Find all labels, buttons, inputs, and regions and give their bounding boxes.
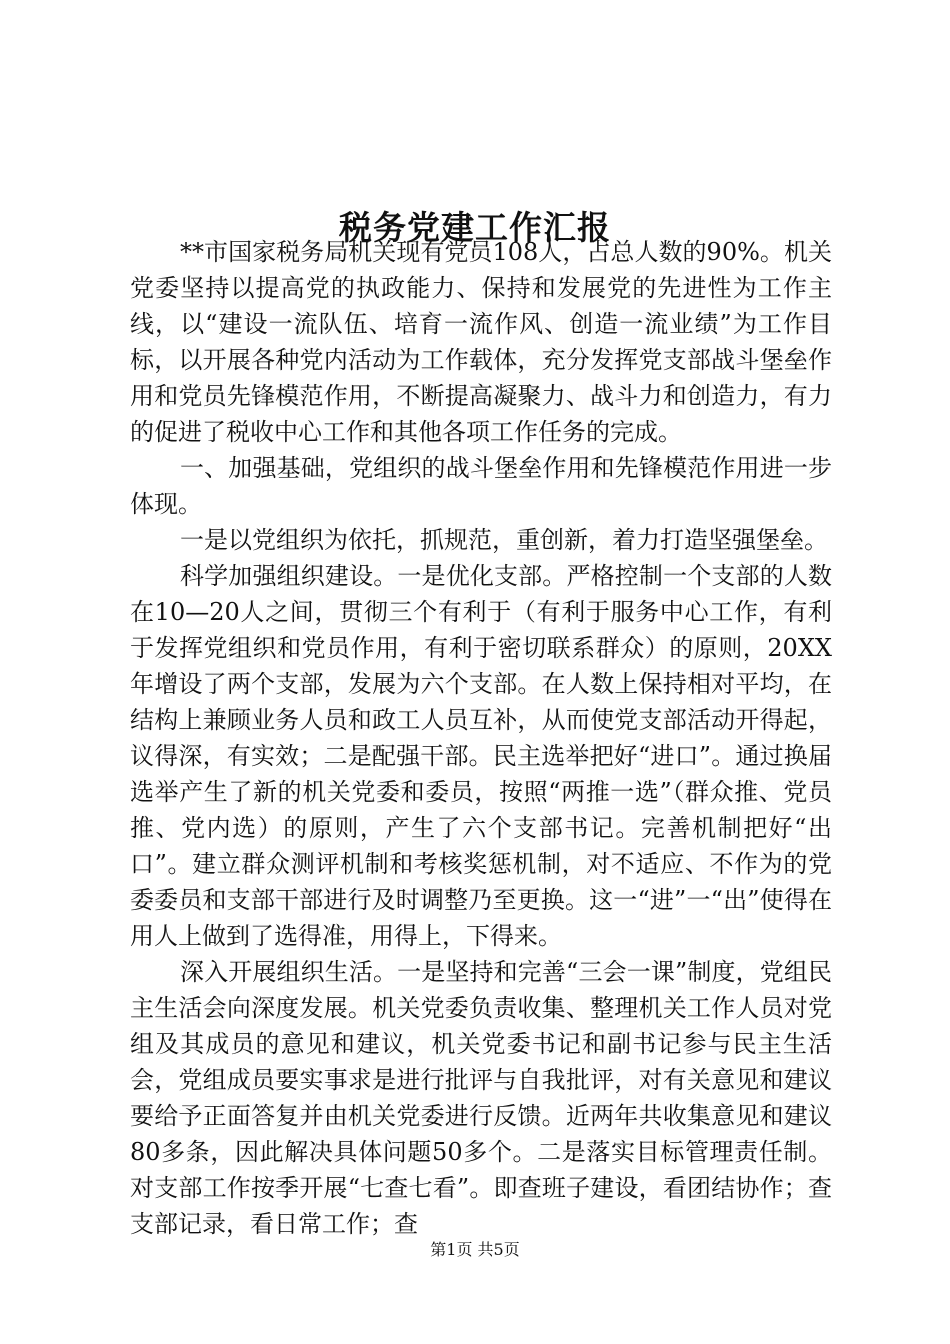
paragraph-subheading: 一是以党组织为依托，抓规范，重创新，着力打造坚强堡垒。 [180, 526, 828, 554]
paragraph-section-heading: 一、加强基础，党组织的战斗堡垒作用和先锋模范作用进一步体现。 [130, 454, 832, 518]
paragraph-intro: **市国家税务局机关现有党员108人，占总人数的90%。机关党委坚持以提高党的执政能力、保持和发展党的先进性为工作主线，以“建设一流队伍、培育一流作风、创造一流业绩”为工作目标，以开展各种党内活动为工作载体，充分发挥党支部战斗堡垒作用和党员先锋模范作用，不断提高凝聚力、战斗力和创造力，有力的促进了税收中心工作和其他各项工作任务的完成。 [130, 238, 832, 446]
paragraph-organization-life: 深入开展组织生活。一是坚持和完善“三会一课”制度，党组民主生活会向深度发展。机关党委负责收集、整理机关工作人员对党组及其成员的意见和建议，机关党委书记和副书记参与民主生活会，党组成员要实事求是进行批评与自我批评，对有关意见和建议要给予正面答复并由机关党委进行反馈。近两年共收集意见和建议80多条，因此解决具体问题50多个。二是落实目标管理责任制。对支部工作按季开展“七查七看”。即查班子建设，看团结协作；查支部记录，看日常工作；查 [130, 958, 832, 1238]
page-footer: 第1页 共5页 [430, 1240, 520, 1259]
document-title: 税务党建工作汇报 [339, 208, 611, 248]
paragraph-organization-building: 科学加强组织建设。一是优化支部。严格控制一个支部的人数在10—20人之间，贯彻三个有利于（有利于服务中心工作，有利于发挥党组织和党员作用，有利于密切联系群众）的原则，20XX年增设了两个支部，发展为六个支部。在人数上保持相对平均，在结构上兼顾业务人员和政工人员互补，从而使党支部活动开得起，议得深，有实效；二是配强干部。民主选举把好“进口”。通过换届选举产生了新的机关党委和委员，按照“两推一选”（群众推、党员推、党内选）的原则，产生了六个支部书记。完善机制把好“出口”。建立群众测评机制和考核奖惩机制，对不适应、不作为的党委委员和支部干部进行及时调整乃至更换。这一“进”一“出”使得在用人上做到了选得准，用得上，下得来。 [130, 562, 832, 950]
document-body [130, 234, 832, 1242]
